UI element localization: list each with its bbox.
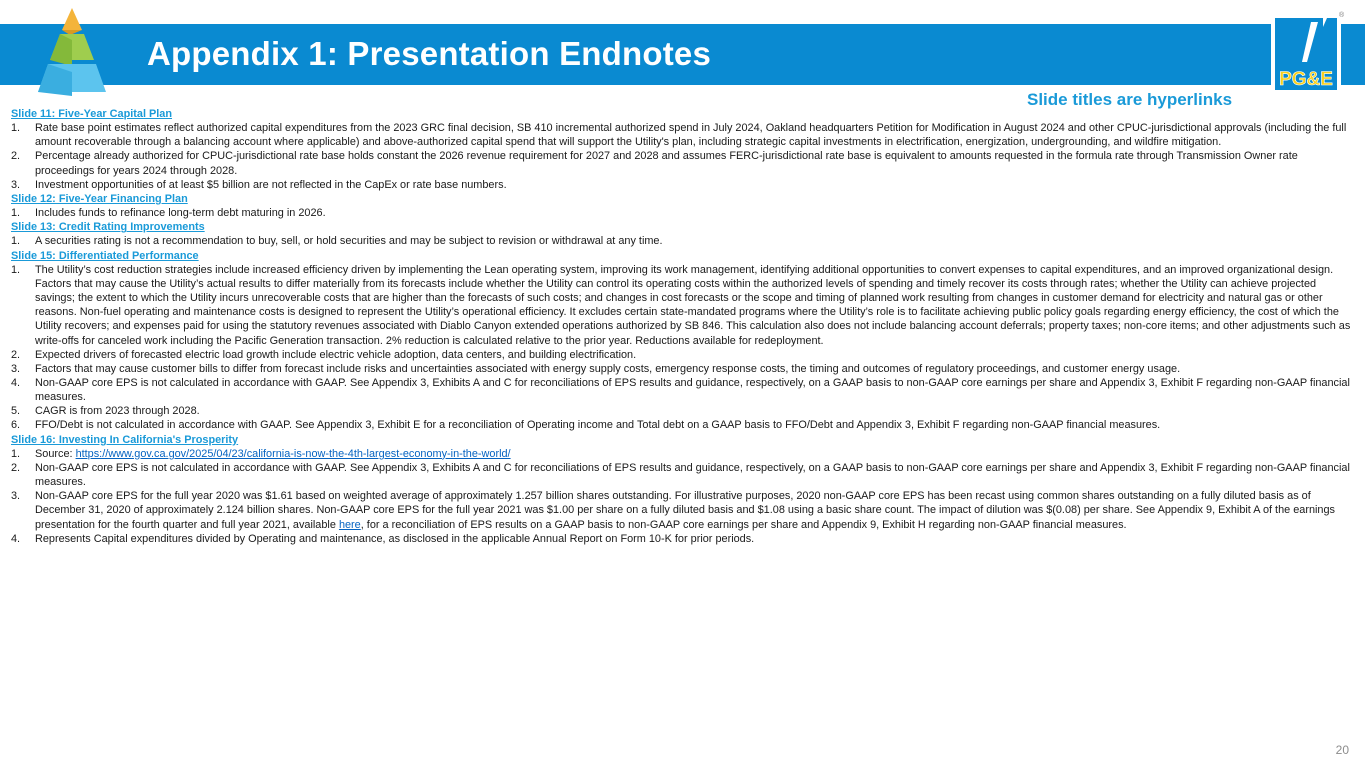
list-item: 3. Factors that may cause customer bills to differ from forecast include risks and uncertainties associated with energy supply costs, emergency response costs, the timing and outcomes of regulatory proceedings, and customer energy usage. [11,362,1181,375]
here-link[interactable]: here [338,518,361,531]
slide-16-link[interactable]: Slide 16: Investing In California's Prosperity [11,433,239,446]
list-item: 1. Source: https://www.gov.ca.gov/2025/04/23/california-is-now-the-4th-largest-economy-in-the-world/ [11,447,511,460]
list-item: 6. FFO/Debt is not calculated in accordance with GAAP. See Appendix 3, Exhibit E for a reconciliation of Operating income and Total debt on a GAAP basis to FFO/Debt and Appendix 3, Exhibit F regarding non-GAAP financial measures. [11,419,1161,432]
list-item: 4. Represents Capital expenditures divided by Operating and maintenance, as disclosed in the applicable Annual Report on Form 10-K for prior periods. [11,532,755,545]
logo-text: PG&E [1279,69,1333,90]
list-item: 4. Non-GAAP core EPS is not calculated in accordance with GAAP. See Appendix 3, Exhibits A and C for reconciliations of EPS results and guidance, respectively, on a GAAP basis to non-GAAP core earnings per share and Appendix 3, Exhibit F regarding non-GAAP financial measures. [11,376,1350,404]
pyramid-logo-icon [22,8,122,96]
list-item: 2. Non-GAAP core EPS is not calculated in accordance with GAAP. See Appendix 3, Exhibits A and C for reconciliations of EPS results and guidance, respectively, on a GAAP basis to non-GAAP core earnings per share and Appendix 3, Exhibit F regarding non-GAAP financial measures. [11,461,1350,489]
slide-11-link[interactable]: Slide 11: Five-Year Capital Plan [11,108,173,120]
list-item: 1. Rate base point estimates reflect authorized capital expenditures from the 2023 GRC final decision, SB 410 incremental authorized spend in July 2024, Oakland headquarters Petition for Modification in August 2024 and other CPUC-jurisdictional approvals (including the full amount recoverable through a balancing account where applicable) and above-authorized capital spend that will support the Utility's plan, including strategic capital investments in electrification, energization, undergrounding, and wildfire mitigation. [11,122,1347,149]
endnotes-content [11,107,1351,546]
list-item: 1. The Utility’s cost reduction strategies include increased efficiency driven by implementing the Lean operating system, improving its work management, identifying additional opportunities to convert expenses to capital expenditures, and an improved organizational design. Factors that may cause the Utility’s actual results to differ materially from its forecasts include whether the Utility can control its operating costs within the authorized levels of spending and timely recover its costs through rates; whether the Utility can achieve projected savings; the extent to which the Utility incurs unrecoverable costs that are higher than the forecasts of such costs; and changes in cost forecasts or the scope and timing of planned work resulting from changes in customer demand for electricity and natural gas or other reasons. Non-fuel operating and maintenance costs is designed to represent the Utility’s operational efficiency. It excludes certain state-mandated programs where the Utility’s role is to facilitate achieving public policy goals regarding energy efficiency, the cost of which the Utility recovers; and expenses paid for using the statutory revenues associated with Diablo Canyon extended operations authorized by SB 846. This calculation also does not include balancing account deferrals; property taxes; non-core items; and other adjustments such as write-offs for canceled work including the Pacific Generation transaction. 2% reduction is calculated relative to the prior year. Reductions available for redeployment. [11,263,1351,347]
list-item: 1. Includes funds to refinance long-term debt maturing in 2026. [11,207,326,220]
list-item: 2. Percentage already authorized for CPUC-jurisdictional rate base holds constant the 2026 revenue requirement for 2027 and 2028 and assumes FERC-jurisdictional rate base is equivalent to amounts requested in the formula rate through Transmission Owner rate proceedings for years 2024 through 2028. [11,150,1298,177]
slide-12-link[interactable]: Slide 12: Five-Year Financing Plan [11,192,188,205]
source-url-link[interactable]: https://www.gov.ca.gov/2025/04/23/california-is-now-the-4th-largest-economy-in-the-world/ [75,447,511,460]
registered-mark: ® [1339,12,1345,19]
list-item: 2. Expected drivers of forecasted electric load growth include electric vehicle adoption, data centers, and building electrification. [11,348,637,361]
page-number: 20 [1335,743,1349,757]
list-item: 5. CAGR is from 2023 through 2028. [11,405,200,418]
pge-logo [1271,12,1345,93]
list-item: 3. Investment opportunities of at least $5 billion are not reflected in the CapEx or rate base numbers. [11,178,507,191]
list-item: 1. A securities rating is not a recommendation to buy, sell, or hold securities and may be subject to revision or withdrawal at any time. [11,235,663,248]
slide-15-link[interactable]: Slide 15: Differentiated Performance [11,249,199,262]
list-item: 3. Non-GAAP core EPS for the full year 2020 was $1.61 based on weighted average of approximately 1.257 billion shares outstanding. For illustrative purposes, 2020 non-GAAP core EPS has been recast using common shares outstanding on a fully diluted basis as of December 31, 2020 of approximately 2.124 billion shares. Non-GAAP core EPS for the full year 2021 was $1.00 per share on a fully diluted basis and $1.08 using a basic share count. The impact of dilution was $(0.08) per share. See Appendix 9, Exhibit A of the earnings presentation for the fourth quarter and full year 2021, available here, for a reconciliation of EPS results on a GAAP basis to non-GAAP core earnings per share and Appendix 9, Exhibit H regarding non-GAAP financial measures. [11,490,1335,531]
hyperlink-hint: Slide titles are hyperlinks [1027,90,1233,109]
page-title: Appendix 1: Presentation Endnotes [147,35,712,72]
slide-13-link[interactable]: Slide 13: Credit Rating Improvements [11,221,205,234]
